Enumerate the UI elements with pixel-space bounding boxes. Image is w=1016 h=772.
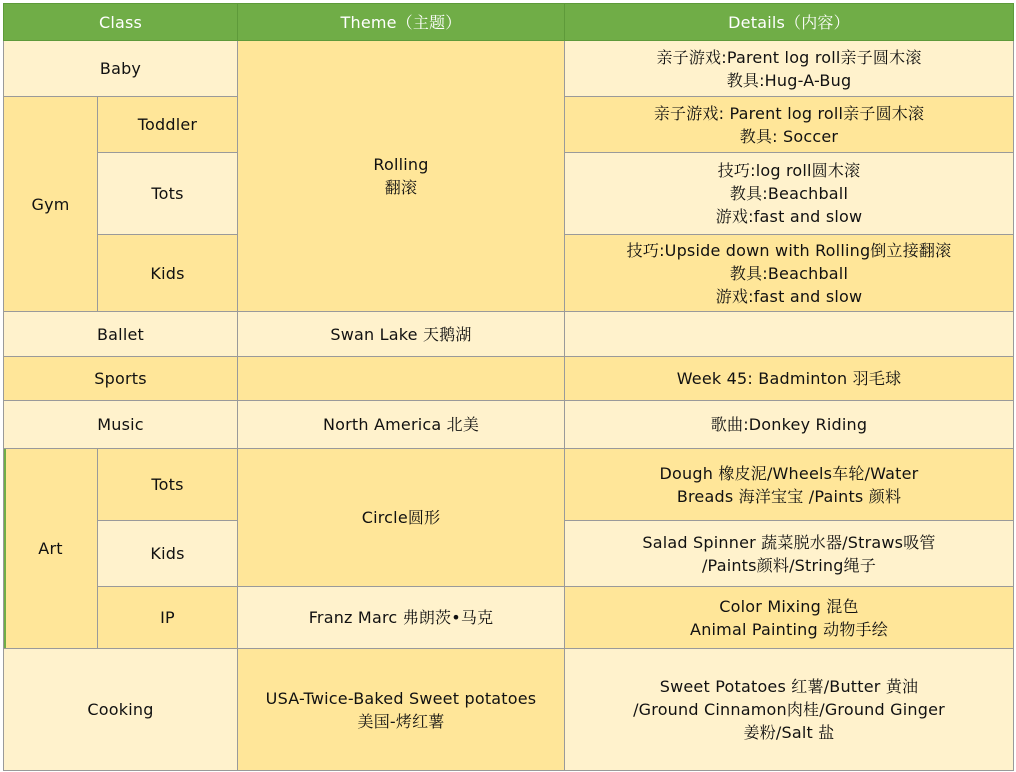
details-line: 亲子游戏: Parent log roll亲子圆木滚 <box>653 103 925 123</box>
details-line: 亲子游戏:Parent log roll亲子圆木滚 <box>656 47 922 67</box>
header-row <box>4 4 1014 41</box>
header-class: Class <box>4 4 238 41</box>
theme-text: Rolling <box>373 155 429 174</box>
schedule-sheet <box>3 3 1013 769</box>
table-row <box>4 312 1014 357</box>
table-row <box>4 357 1014 401</box>
theme-cell-sports <box>238 357 565 401</box>
details-line: 技巧:Upside down with Rolling倒立接翻滚 <box>626 240 952 260</box>
details-cell-sports: Week 45: Badminton 羽毛球 <box>565 357 1014 401</box>
details-line: 教具:Beachball <box>729 184 849 203</box>
details-line: 教具: Soccer <box>739 126 839 146</box>
subclass-cell-art-ip: IP <box>98 587 238 649</box>
details-cell-art-kids <box>565 521 1014 587</box>
details-line: Sweet Potatoes 红薯/Butter 黄油 <box>659 677 919 696</box>
details-cell-music: 歌曲:Donkey Riding <box>565 401 1014 449</box>
theme-cell-ballet: Swan Lake 天鹅湖 <box>238 312 565 357</box>
table-row <box>4 41 1014 97</box>
details-cell-art-ip <box>565 587 1014 649</box>
theme-cell-music: North America 北美 <box>238 401 565 449</box>
theme-text: 美国-烤红薯 <box>357 711 445 731</box>
class-cell-baby: Baby <box>4 41 238 97</box>
details-line: 技巧:log roll圆木滚 <box>717 161 861 180</box>
details-line: /Ground Cinnamon肉桂/Ground Ginger <box>633 700 945 719</box>
class-cell-ballet: Ballet <box>4 312 238 357</box>
details-cell-baby <box>565 41 1014 97</box>
details-line: /Paints颜料/String绳子 <box>701 555 877 575</box>
details-cell-ballet <box>565 312 1014 357</box>
header-theme: Theme（主题） <box>238 4 565 41</box>
details-line: 教具:Hug-A-Bug <box>726 70 852 90</box>
table-row <box>4 401 1014 449</box>
details-line: Breads 海洋宝宝 /Paints 颜料 <box>676 486 902 506</box>
details-cell-cooking <box>565 649 1014 771</box>
details-line: Salad Spinner 蔬菜脱水器/Straws吸管 <box>642 532 936 552</box>
subclass-cell-art-kids: Kids <box>98 521 238 587</box>
details-cell-gym-tots <box>565 153 1014 235</box>
table-row <box>4 449 1014 521</box>
class-cell-art: Art <box>4 449 98 649</box>
table-row <box>4 649 1014 771</box>
details-cell-gym-kids <box>565 235 1014 312</box>
class-cell-sports: Sports <box>4 357 238 401</box>
theme-cell-circle: Circle圆形 <box>238 449 565 587</box>
theme-cell-cooking <box>238 649 565 771</box>
subclass-cell-gym-tots: Tots <box>98 153 238 235</box>
details-cell-art-tots <box>565 449 1014 521</box>
subclass-cell-gym-toddler: Toddler <box>98 97 238 153</box>
schedule-table <box>3 3 1014 771</box>
details-line: Dough 橡皮泥/Wheels车轮/Water <box>659 463 919 483</box>
details-line: Color Mixing 混色 <box>719 596 859 616</box>
details-line: Animal Painting 动物手绘 <box>690 619 888 639</box>
class-cell-music: Music <box>4 401 238 449</box>
table-row <box>4 587 1014 649</box>
theme-text: USA-Twice-Baked Sweet potatoes <box>265 688 537 708</box>
class-cell-cooking: Cooking <box>4 649 238 771</box>
details-line: 游戏:fast and slow <box>715 207 863 226</box>
theme-cell-rolling <box>238 41 565 312</box>
subclass-cell-gym-kids: Kids <box>98 235 238 312</box>
theme-cell-art-ip: Franz Marc 弗朗茨•马克 <box>238 587 565 649</box>
details-cell-gym-toddler <box>565 97 1014 153</box>
details-line: 教具:Beachball <box>729 263 849 283</box>
details-line: 游戏:fast and slow <box>715 286 863 306</box>
class-cell-gym: Gym <box>4 97 98 312</box>
details-line: 姜粉/Salt 盐 <box>743 723 835 742</box>
header-details: Details（内容） <box>565 4 1014 41</box>
theme-text: 翻滚 <box>384 178 418 197</box>
subclass-cell-art-tots: Tots <box>98 449 238 521</box>
